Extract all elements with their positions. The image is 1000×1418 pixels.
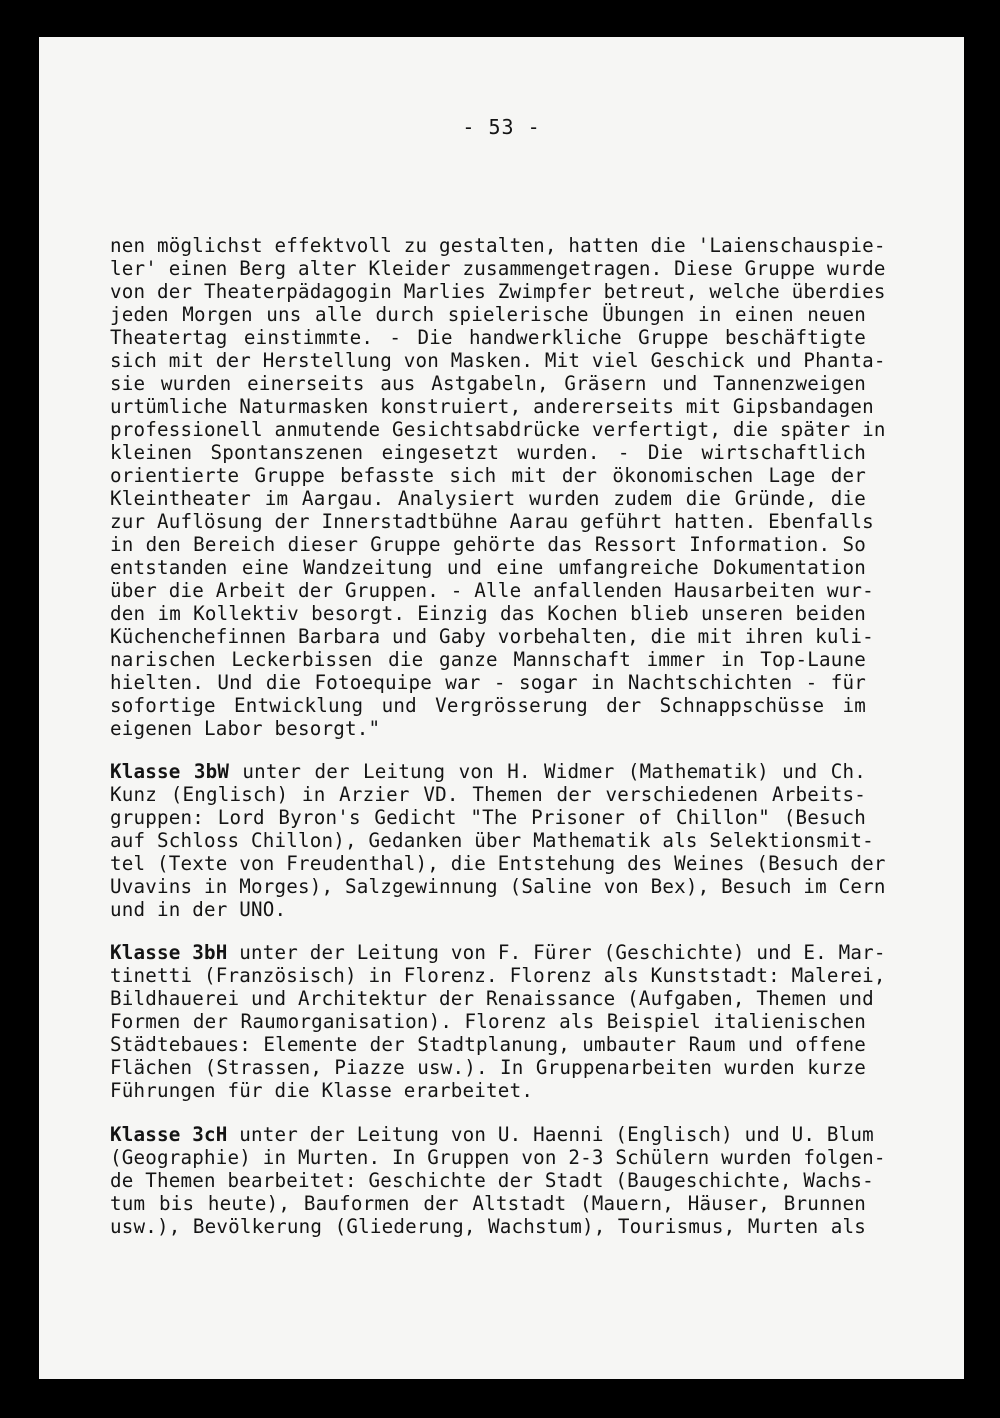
text-line: professionell anmutende Gesichtsabdrücke verfertigt, die später in <box>110 418 886 441</box>
text-line: über die Arbeit der Gruppen. - Alle anfallenden Hausarbeiten wur- <box>110 579 874 602</box>
text-line: orientierte Gruppe befasste sich mit der ökonomischen Lage der <box>110 464 866 487</box>
text-line: tinetti (Französisch) in Florenz. Florenz als Kunststadt: Malerei, <box>110 964 886 987</box>
text-line: Städtebaues: Elemente der Stadtplanung, umbauter Raum und offene <box>110 1033 866 1056</box>
text-line: von der Theaterpädagogin Marlies Zwimpfer betreut, welche überdies <box>110 280 886 303</box>
text-line: Kunz (Englisch) in Arzier VD. Themen der verschiedenen Arbeits- <box>110 783 866 806</box>
text-line: tum bis heute), Bauformen der Altstadt (Mauern, Häuser, Brunnen <box>110 1192 866 1215</box>
text-line: und in der UNO. <box>110 898 287 921</box>
text-line: Theatertag einstimmte. - Die handwerkliche Gruppe beschäftigte <box>110 326 866 349</box>
text-line: hielten. Und die Fotoequipe war - sogar in Nachtschichten - für <box>110 671 866 694</box>
text-line: (Geographie) in Murten. In Gruppen von 2-3 Schülern wurden folgen- <box>110 1146 886 1169</box>
text-line <box>110 1123 874 1146</box>
text-line: gruppen: Lord Byron's Gedicht "The Prisoner of Chillon" (Besuch <box>110 806 866 829</box>
text-line: Bildhauerei und Architektur der Renaissance (Aufgaben, Themen und <box>110 987 874 1010</box>
text-line: kleinen Spontanszenen eingesetzt wurden. - Die wirtschaftlich <box>110 441 866 464</box>
text-line: Uvavins in Morges), Salzgewinnung (Saline von Bex), Besuch im Cern <box>110 875 886 898</box>
text-line: sofortige Entwicklung und Vergrösserung der Schnappschüsse im <box>110 694 866 717</box>
text-run: unter der Leitung von U. Haenni (Englisch) und U. Blum <box>227 1123 874 1146</box>
text-line: tel (Texte von Freudenthal), die Entstehung des Weines (Besuch der <box>110 852 886 875</box>
text-line: urtümliche Naturmasken konstruiert, andererseits mit Gipsbandagen <box>110 395 874 418</box>
text-line: den im Kollektiv besorgt. Einzig das Kochen blieb unseren beiden <box>110 602 866 625</box>
section-heading: Klasse 3bH <box>110 941 228 964</box>
section-heading: Klasse 3bW <box>110 760 230 783</box>
page-number: - 53 - <box>462 115 541 139</box>
text-line: Flächen (Strassen, Piazze usw.). In Gruppenarbeiten wurden kurze <box>110 1056 866 1079</box>
document-page <box>39 37 964 1379</box>
text-line: Küchenchefinnen Barbara und Gaby vorbehalten, die mit ihren kuli- <box>110 625 874 648</box>
text-line: nen möglichst effektvoll zu gestalten, hatten die 'Laienschauspie- <box>110 234 886 257</box>
text-line: Formen der Raumorganisation). Florenz als Beispiel italienischen <box>110 1010 866 1033</box>
text-run: unter der Leitung von H. Widmer (Mathematik) und Ch. <box>229 760 866 783</box>
text-line: jeden Morgen uns alle durch spielerische Übungen in einen neuen <box>110 303 866 326</box>
text-line: ler' einen Berg alter Kleider zusammengetragen. Diese Gruppe wurde <box>110 257 886 280</box>
text-line: usw.), Bevölkerung (Gliederung, Wachstum), Tourismus, Murten als <box>110 1215 866 1238</box>
text-line: Führungen für die Klasse erarbeitet. <box>110 1079 534 1102</box>
text-run: unter der Leitung von F. Fürer (Geschichte) und E. Mar- <box>227 941 886 964</box>
text-line <box>110 760 866 783</box>
text-line: entstanden eine Wandzeitung und eine umfangreiche Dokumentation <box>110 556 866 579</box>
text-line: Kleintheater im Aargau. Analysiert wurden zudem die Gründe, die <box>110 487 866 510</box>
text-line: de Themen bearbeitet: Geschichte der Stadt (Baugeschichte, Wachs- <box>110 1169 874 1192</box>
text-line: eigenen Labor besorgt." <box>110 717 381 740</box>
text-line <box>110 941 886 964</box>
text-line: sie wurden einerseits aus Astgabeln, Gräsern und Tannenzweigen <box>110 372 866 395</box>
text-line: in den Bereich dieser Gruppe gehörte das Ressort Information. So <box>110 533 866 556</box>
text-line: sich mit der Herstellung von Masken. Mit viel Geschick und Phanta- <box>110 349 886 372</box>
text-line: narischen Leckerbissen die ganze Mannschaft immer in Top-Laune <box>110 648 866 671</box>
text-line: zur Auflösung der Innerstadtbühne Aarau geführt hatten. Ebenfalls <box>110 510 874 533</box>
text-line: auf Schloss Chillon), Gedanken über Mathematik als Selektionsmit- <box>110 829 874 852</box>
section-heading: Klasse 3cH <box>110 1123 228 1146</box>
